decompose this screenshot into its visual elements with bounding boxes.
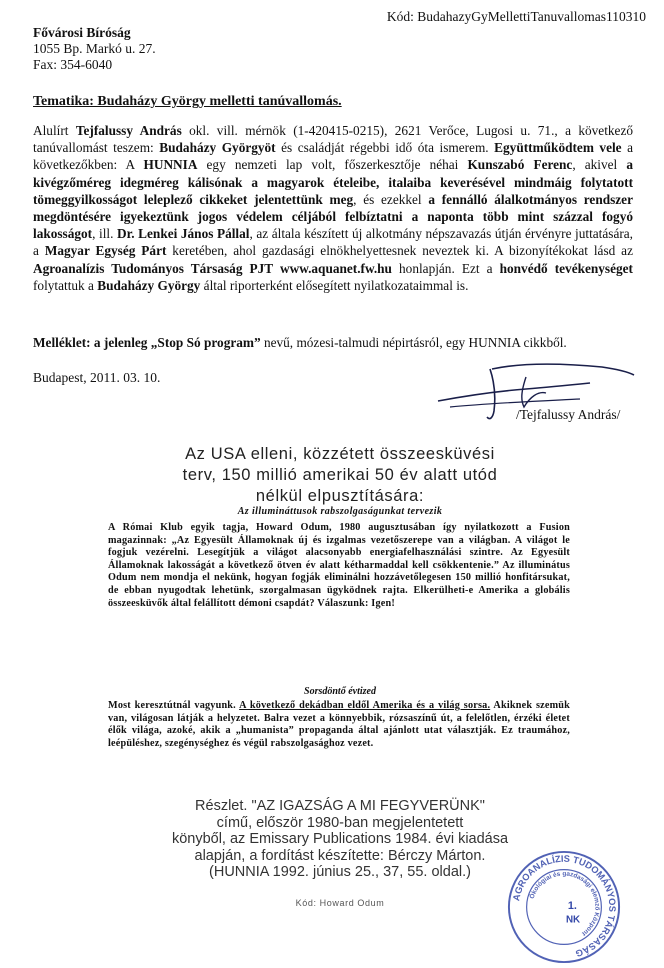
headline-line: nélkül elpusztítására: [255, 487, 425, 505]
clipping-text: Akiknek szemük van, világosan látják a helyzetet. Balra vezet a könnyebbik, rózsaszínű út, a felelőtlen, érzéki életet élők világa, azoké, akik a „humanista” propaganda által ajánlott utat választják. Ez traumához, leépüléshez, szegénységhez és végül rabszolgasághoz vezet. [108, 700, 570, 749]
place-and-date: Budapest, 2011. 03. 10. [33, 370, 161, 385]
statement-text: a következőkben: A [33, 140, 634, 173]
clipping-body [108, 700, 570, 750]
statement-bold: Dr. Lenkei János Pállal [116, 226, 250, 242]
stamp-ring-text: AGROANALÍZIS TUDOMÁNYOS TÁRSASÁG [511, 853, 618, 959]
court-fax: Fax: 354-6040 [33, 57, 113, 72]
stamp-inner-text: Ökológiai és gazdasági elemző Központ [528, 870, 601, 938]
stamp-center-initials: NK [565, 914, 581, 926]
statement-text: és családját régebbi idő óta ismerem. [275, 140, 495, 156]
headline-line: terv, 150 millió amerikai 50 év alatt utód [182, 466, 498, 484]
statement-text: egy nemzeti lap volt, főszerkesztője néhai [197, 157, 468, 173]
stamp-center-number: 1. [567, 899, 577, 912]
statement-bold: Agroanalízis Tudományos Társaság PJT www.aquanet.fw.hu [33, 260, 392, 276]
statement-bold: Budaházy Györgyöt [159, 140, 276, 156]
headline-line: Az USA elleni, közzétett összeesküvési [185, 445, 495, 463]
statement-bold: a kivégzőméreg idegméreg kálisónak a magyarok ételeibe, italaiba keverésével mindmáig folytatott tömeggyilkosságot leleplező cikkeket jelentettünk meg [33, 157, 633, 207]
attachment-line [33, 335, 643, 351]
statement-text: , és ezekkel [353, 191, 429, 207]
clipping-subheading: Sorsdöntő évtized [304, 686, 376, 697]
clipping-underlined-text: A következő dekádban eldől Amerika és a világ sorsa. [239, 700, 491, 711]
credit-line: (HUNNIA 1992. június 25., 37, 55. oldal.) [209, 864, 471, 880]
credit-line: Részlet. "AZ IGAZSÁG A MI FEGYVERÜNK" [195, 798, 485, 814]
statement-bold: a fennálló álalkotmányos rendszer megdöntésére igyekeztünk jogos védelem céljából felbíztatni a naponta több mint százzal fogyó lakosságot [33, 191, 633, 242]
statement-text: Alulírt [33, 123, 76, 138]
attachment-text: nevű, mózesi-talmudi népirtásról, egy HUNNIA cikkből. [260, 335, 567, 350]
statement-text: okl. vill. mérnök (1-420415-0215), 2621 Verőce, Lugosi u. 71., a következő tanúvallomást teszem: [33, 123, 634, 156]
court-address: 1055 Bp. Markó u. 27. [33, 41, 156, 56]
statement-bold: Budaházy György [97, 277, 201, 293]
clipping-code: Kód: Howard Odum [295, 898, 385, 908]
statement-bold: HUNNIA [143, 157, 198, 173]
recipient-address [33, 25, 156, 73]
statement-bold: Tejfalussy András [75, 123, 182, 138]
statement-text: keretében, ahol gazdasági elnökhelyettesnek neveztek ki. A bizonyítékokat lásd az [166, 243, 633, 259]
statement-paragraph [33, 122, 633, 294]
court-name: Fővárosi Bíróság [33, 25, 131, 40]
credit-line: könyből, az Emissary Publications 1984. évi kiadása [171, 831, 509, 847]
reference-code: Kód: BudahazyGyMellettiTanuvallomas110310 [386, 9, 646, 24]
statement-text: honlapján. Ezt a [391, 260, 500, 276]
statement-bold: honvédő tevékenységet [499, 260, 633, 276]
statement-text: , ill. [92, 226, 117, 242]
clipping-headline [90, 444, 590, 507]
clipping-text: Most keresztútnál vagyunk. [108, 700, 240, 711]
signer-name: /Tejfalussy András/ [516, 407, 621, 422]
statement-text: , akivel [572, 157, 627, 173]
statement-bold: Kunszabó Ferenc [467, 157, 573, 173]
statement-bold: Együttműködtem vele [494, 140, 622, 156]
statement-text: által riporterként elősegített nyilatkozataimmal is. [200, 277, 469, 293]
credit-line: című, először 1980-ban megjelentetett [216, 814, 464, 831]
attachment-label: Melléklet: a jelenleg „Stop Só program” [33, 335, 261, 350]
statement-bold: Magyar Egység Párt [44, 243, 167, 259]
clipping-body: A Római Klub egyik tagja, Howard Odum, 1980 augusztusában így nyilatkozott a Fusion magazinnak: „Az Egyesült Államoknak új és izgalmas vezetőszerepe van a világban. A világot le fogjuk vezérelni. Lesegítjük a világot alacsonyabb energiafelhasználási szintre. Az Egyesült Államoknak lakosságát a következő ötven év alatt kétharmaddal kell csökkentenie.” Az illuminátus Odum nem mondja el nekünk, hogyan fogják eliminálni hozzávetőlegesen 150 millió honfitársukat, de ebban nyugodtak lehetünk, szorgalmasan ügyködnek rajta. Elkerülheti-e Amerika a globális összeesküvők által felállított démoni csapdát? Válaszunk: Igen! [108, 522, 570, 609]
statement-text: folytattuk a [33, 277, 98, 293]
clipping-subheading: Az illumináttusok rabszolgaságunkat tervezik [237, 506, 443, 517]
statement-text: , az általa készített új alkotmány népszavazás útján érvényre juttatására, a [33, 226, 633, 259]
subject-line: Tematika: Budaházy György melletti tanúvallomás. [33, 94, 342, 109]
organization-stamp [505, 848, 623, 966]
credit-line: alapján, a fordítást készítette: Bérczy Márton. [194, 847, 486, 864]
